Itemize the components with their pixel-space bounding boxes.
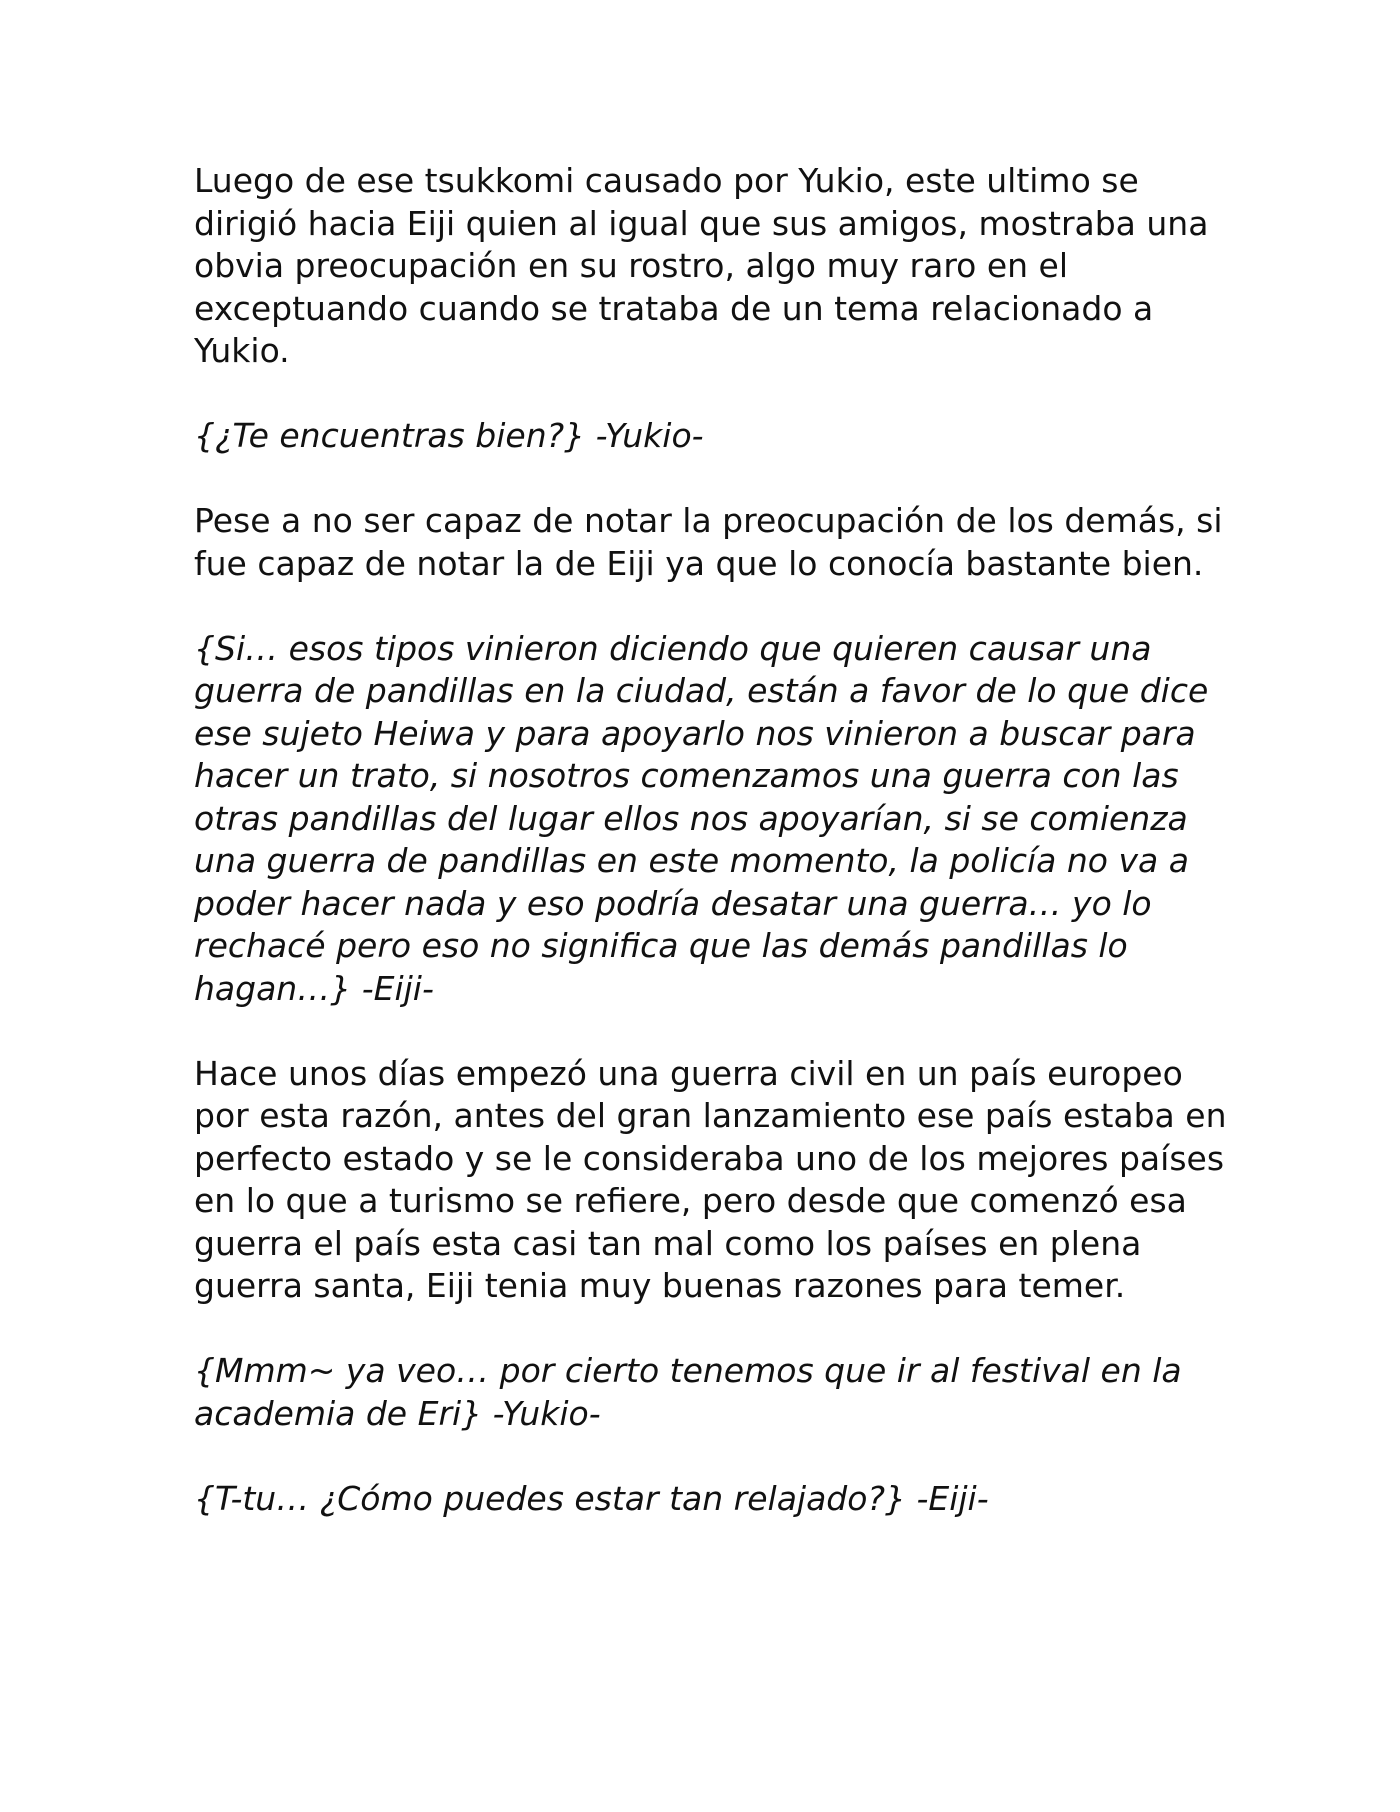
- dialogue-line: {Mmm~ ya veo… por cierto tenemos que ir al festival en la academia de Eri} -Yukio-: [194, 1351, 1182, 1433]
- document-body: [194, 160, 1234, 1520]
- narration-paragraph: Luego de ese tsukkomi causado por Yukio, este ultimo se dirigió hacia Eiji quien al igual que sus amigos, mostraba una obvia preocupación en su rostro, algo muy raro en el exceptuando cuando se trataba de un tema relacionado a Yukio.: [194, 161, 1209, 370]
- narration-paragraph: Hace unos días empezó una guerra civil en un país europeo por esta razón, antes del gran lanzamiento ese país estaba en perfecto estado y se le consideraba uno de los mejores países en lo que a turismo se refiere, pero desde que comenzó esa guerra el país esta casi tan mal como los países en plena guerra santa, Eiji tenia muy buenas razones para temer.: [194, 1053, 1227, 1305]
- dialogue-line: {T-tu… ¿Cómo puedes estar tan relajado?} -Eiji-: [194, 1478, 989, 1518]
- dialogue-line: {Si… esos tipos vinieron diciendo que quieren causar una guerra de pandillas en la ciudad, están a favor de lo que dice ese sujeto Heiwa y para apoyarlo nos vinieron a buscar para hacer un trato, si nosotros comenzamos una guerra con las otras pandillas del lugar ellos nos apoyarían, si se comienza una guerra de pandillas en este momento, la policía no va a poder hacer nada y eso podría desatar una guerra… yo lo rechacé pero eso no significa que las demás pandillas lo hagan…} -Eiji-: [194, 628, 1209, 1008]
- dialogue-line: {¿Te encuentras bien?} -Yukio-: [194, 416, 704, 455]
- narration-paragraph: Pese a no ser capaz de notar la preocupación de los demás, si fue capaz de notar la de Eiji ya que lo conocía bastante bien.: [194, 501, 1223, 583]
